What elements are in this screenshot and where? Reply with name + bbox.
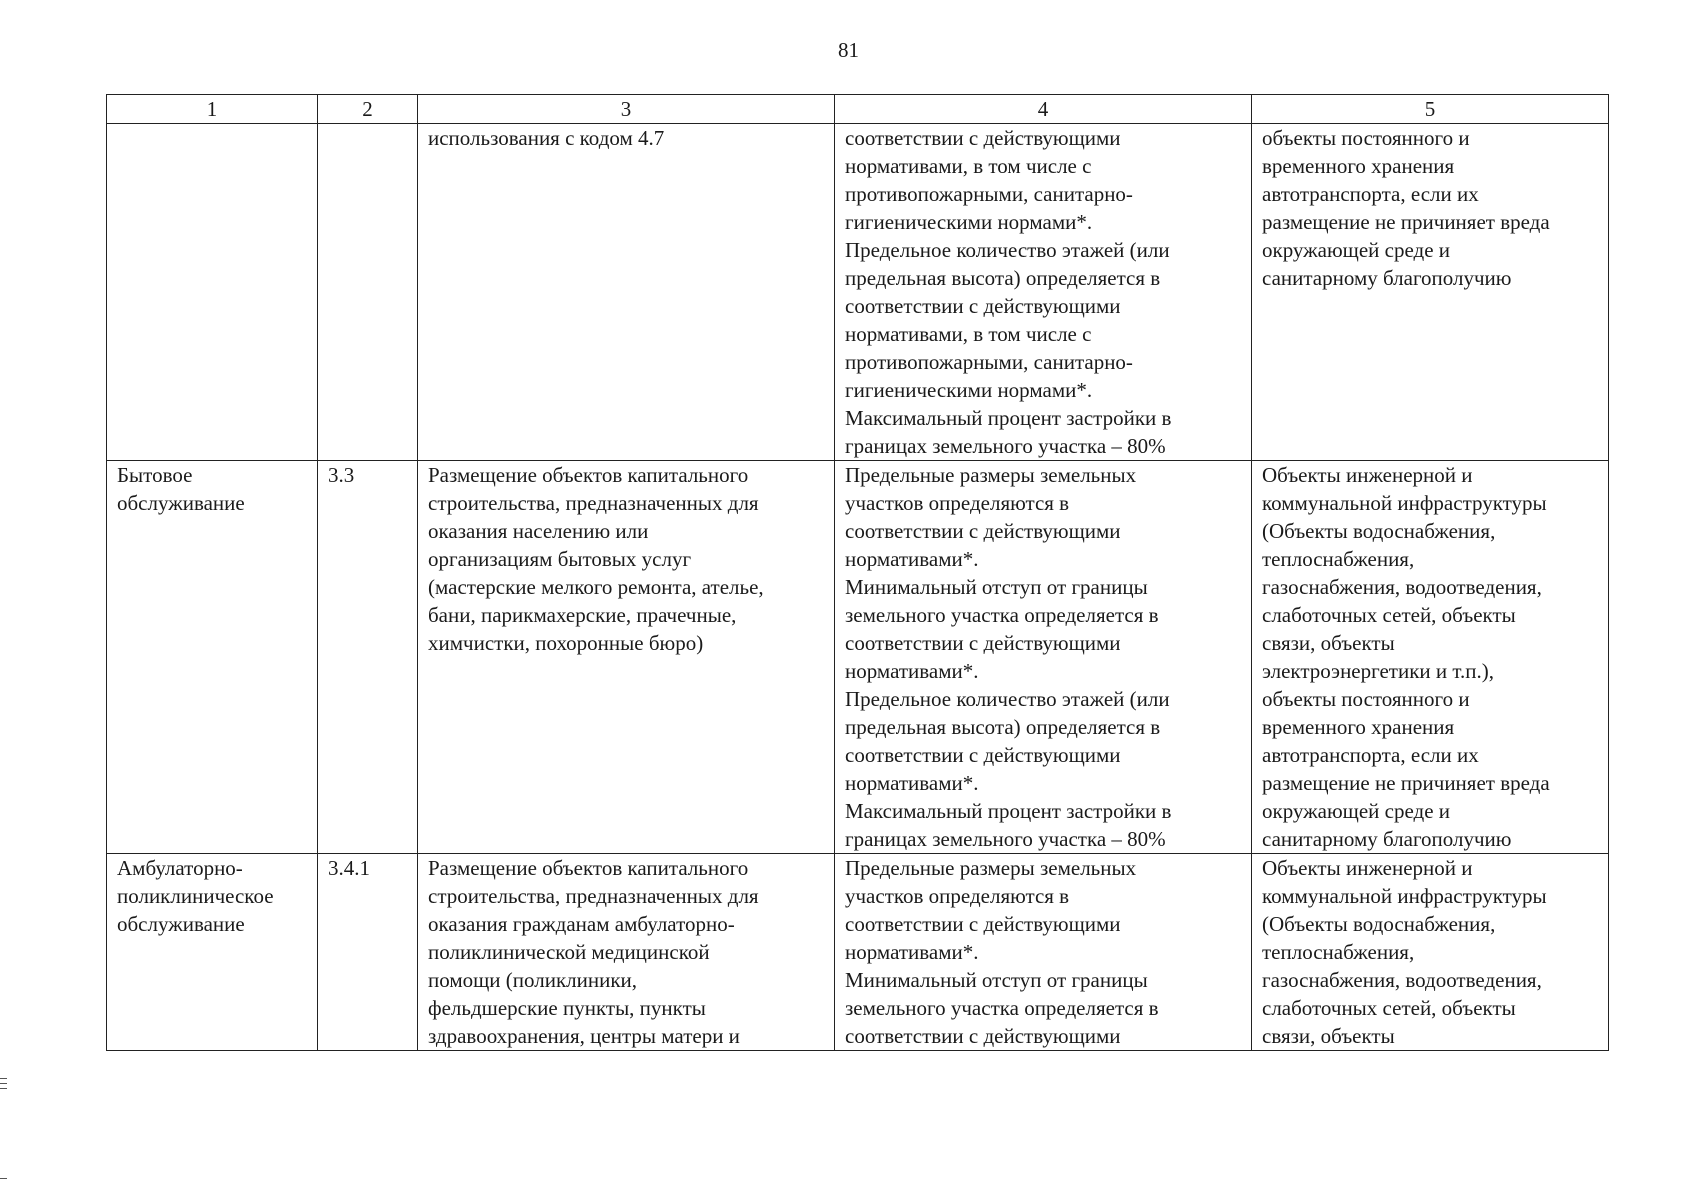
cell-use-description: Размещение объектов капитального строительства, предназначенных для оказания населению или организациям бытовых услуг (мастерские мелкого ремонта, ателье, бани, парикмахерские, прачечные, химчистки, похоронные бюро)	[418, 461, 835, 854]
scan-edge-dash	[0, 1178, 7, 1179]
table-row	[107, 461, 1609, 854]
cell-use-parameters: Предельные размеры земельных участков определяются в соответствии с действующими нормативами*. Минимальный отступ от границы земельного участка определяется в соответствии с действующими	[835, 854, 1252, 1051]
table-header-row	[107, 95, 1609, 124]
column-header-3: 3	[418, 95, 835, 124]
cell-auxiliary-uses: Объекты инженерной и коммунальной инфраструктуры (Объекты водоснабжения, теплоснабжения, газоснабжения, водоотведения, слаботочных сетей, объекты связи, объекты электроэнергетики и т.п.), объекты постоянного и временного хранения автотранспорта, если их размещение не причиняет вреда окружающей среде и санитарному благополучию	[1252, 461, 1609, 854]
column-header-1: 1	[107, 95, 318, 124]
cell-use-code	[318, 124, 418, 461]
cell-use-parameters: соответствии с действующими нормативами, в том числе с противопожарными, санитарно- гигиеническими нормами*. Предельное количество этажей (или предельная высота) определяется в соответствии с действующими нормативами, в том числе с противопожарными, санитарно- гигиеническими нормами*. Максимальный процент застройки в границах земельного участка – 80%	[835, 124, 1252, 461]
table-row	[107, 854, 1609, 1051]
table-row	[107, 124, 1609, 461]
page-number: 81	[838, 38, 859, 62]
column-header-4: 4	[835, 95, 1252, 124]
cell-use-name	[107, 124, 318, 461]
cell-auxiliary-uses: объекты постоянного и временного хранения автотранспорта, если их размещение не причиняет вреда окружающей среде и санитарному благополучию	[1252, 124, 1609, 461]
cell-use-name: Амбулаторно- поликлиническое обслуживание	[107, 854, 318, 1051]
cell-auxiliary-uses: Объекты инженерной и коммунальной инфраструктуры (Объекты водоснабжения, теплоснабжения, газоснабжения, водоотведения, слаботочных сетей, объекты связи, объекты	[1252, 854, 1609, 1051]
column-header-2: 2	[318, 95, 418, 124]
regulations-table	[106, 94, 1609, 1051]
scan-edge-marks	[0, 1078, 8, 1093]
cell-use-code: 3.4.1	[318, 854, 418, 1051]
cell-use-code: 3.3	[318, 461, 418, 854]
cell-use-description: Размещение объектов капитального строительства, предназначенных для оказания гражданам амбулаторно- поликлинической медицинской помощи (поликлиники, фельдшерские пункты, пункты здравоохранения, центры матери и	[418, 854, 835, 1051]
cell-use-name: Бытовое обслуживание	[107, 461, 318, 854]
cell-use-description: использования с кодом 4.7	[418, 124, 835, 461]
column-header-5: 5	[1252, 95, 1609, 124]
cell-use-parameters: Предельные размеры земельных участков определяются в соответствии с действующими нормативами*. Минимальный отступ от границы земельного участка определяется в соответствии с действующими нормативами*. Предельное количество этажей (или предельная высота) определяется в соответствии с действующими нормативами*. Максимальный процент застройки в границах земельного участка – 80%	[835, 461, 1252, 854]
